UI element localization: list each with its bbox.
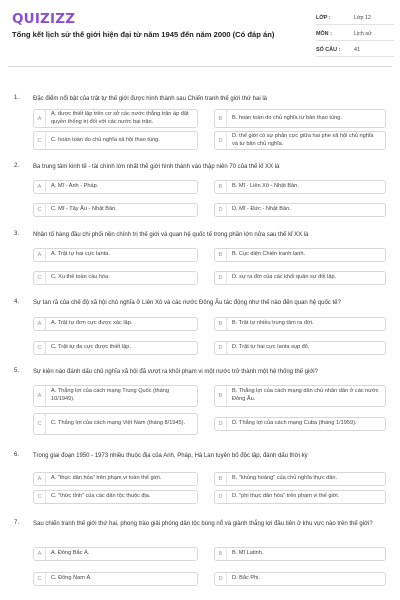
option-a[interactable] (33, 547, 198, 561)
option-b[interactable] (214, 248, 386, 262)
option-letter: C (34, 132, 46, 149)
option-c[interactable] (33, 131, 198, 150)
option-text: A. được thiết lập trên cơ sở các nước thắng trận áp đặt quyền thống trị đối với các nước bại trận. (51, 110, 189, 125)
option-text: D. Thắng lợi của cách mạng Cuba (tháng 1/1959). (232, 420, 357, 427)
option-text: A. Đông Bắc Á. (51, 550, 90, 557)
option-a[interactable] (33, 109, 198, 128)
document-meta (316, 11, 394, 59)
question-number: 3. (14, 231, 20, 237)
option-letter: C (34, 272, 46, 284)
meta-value: Lớp 12 (354, 14, 372, 21)
option-text: C. Thắng lợi của cách mạng Việt Nam (tháng 8/1945). (51, 420, 186, 427)
option-letter: B (215, 473, 227, 485)
option-a[interactable] (33, 385, 198, 407)
option-letter: D (215, 272, 227, 284)
meta-label: MÔN : (316, 30, 332, 37)
option-letter: A (34, 318, 46, 330)
option-b[interactable] (214, 317, 386, 331)
option-letter: A (34, 548, 46, 560)
option-letter: C (34, 204, 46, 216)
document-title: Tổng kết lịch sử thế giới hiện đại từ năm 1945 đến năm 2000 (Có đáp án) (12, 30, 275, 39)
option-text: D. sự ra đời của các khối quân sự đối lập. (232, 274, 337, 281)
option-text: B. Trật tự nhiều trung tâm ra đời. (232, 320, 314, 327)
option-text: C. Đông Nam Á. (51, 575, 92, 582)
option-d[interactable] (214, 490, 386, 504)
document-header (0, 0, 400, 66)
option-letter: C (34, 342, 46, 354)
option-a[interactable] (33, 472, 198, 486)
option-letter: D (215, 342, 227, 354)
question-text: Đặc điểm nổi bật của trật tự thế giới được hình thành sau Chiến tranh thế giới thứ hai là (33, 96, 267, 102)
option-c[interactable] (33, 203, 198, 217)
option-text: B. hoàn toàn do chủ nghĩa tư bản thao túng. (232, 114, 342, 121)
question-text: Trong giai đoạn 1950 - 1973 nhiều thuộc địa của Anh, Pháp, Hà Lan tuyên bố độc lập, đánh dấu thời kỳ (33, 453, 308, 459)
option-text: A. Thắng lợi của cách mạng Trung Quốc (tháng 10/1949). (51, 388, 169, 402)
option-letter: B (215, 548, 227, 560)
option-d[interactable] (214, 417, 386, 431)
option-letter: D (215, 132, 227, 149)
meta-row-grade (316, 11, 394, 25)
option-letter: C (34, 573, 46, 585)
option-text: D. thế giới có sự phân cực giữa hai phe xã hội chủ nghĩa và tư bản chủ nghĩa. (232, 132, 374, 147)
option-letter: B (215, 318, 227, 330)
option-b[interactable] (214, 385, 386, 407)
question-text: Nhân tố hàng đầu chi phối nền chính trị thế giới và quan hệ quốc tế trong phần lớn nửa sau thế kỉ XX là (33, 232, 309, 238)
option-c[interactable] (33, 490, 198, 504)
option-letter: D (215, 204, 227, 216)
option-letter: A (34, 181, 46, 193)
option-b[interactable] (214, 180, 386, 194)
option-c[interactable] (33, 341, 198, 355)
meta-value: Lịch sử (354, 30, 372, 37)
option-d[interactable] (214, 131, 386, 150)
option-a[interactable] (33, 248, 198, 262)
option-d[interactable] (214, 341, 386, 355)
option-letter: B (215, 181, 227, 193)
option-text: C. Xu thế toàn cầu hóa. (51, 274, 110, 281)
option-letter: B (215, 110, 227, 127)
option-letter: D (215, 418, 227, 430)
option-text: B. Mĩ - Liên Xô - Nhật Bản. (232, 183, 299, 190)
option-a[interactable] (33, 180, 198, 194)
option-c[interactable] (33, 413, 198, 435)
question-number: 4. (14, 299, 20, 305)
question-number: 6. (14, 452, 20, 458)
question-text: Sau chiến tranh thế giới thứ hai, phong trào giải phóng dân tộc bùng nổ và giành thắng lợi đầu tiên ở khu vực nào trên thế giới? (33, 521, 373, 527)
option-letter: C (34, 491, 46, 503)
option-letter: A (34, 473, 46, 485)
option-c[interactable] (33, 572, 198, 586)
quizizz-logo: QUIZIZZ (12, 11, 76, 27)
option-text: C. Mĩ - Tây Âu - Nhật Bản. (51, 206, 117, 213)
option-letter: D (215, 573, 227, 585)
option-letter: A (34, 249, 46, 261)
option-text: D. "phi thực dân hóa" trên phạm vi thế giới. (232, 493, 340, 500)
option-text: C. Trật tự đa cực được thiết lập. (51, 344, 131, 351)
question-number: 2. (14, 163, 20, 169)
meta-value: 41 (354, 46, 360, 53)
question-text: Sự tan rã của chế độ xã hội chủ nghĩa ở Liên Xô và các nước Đông Âu tác động như thế nào đến quan hệ quốc tế? (33, 300, 341, 306)
option-letter: D (215, 491, 227, 503)
meta-row-subject (316, 27, 394, 41)
option-d[interactable] (214, 203, 386, 217)
option-letter: C (34, 414, 46, 434)
option-b[interactable] (214, 109, 386, 128)
option-text: A. Trật tự hai cực Ianta. (51, 251, 110, 258)
meta-label: SỐ CÂU : (316, 46, 341, 53)
question-text: Ba trung tâm kinh tế - tài chính lớn nhất thế giới hình thành vào thập niên 70 của thế kỉ XX là (33, 164, 280, 170)
option-text: D. Bắc Phi. (232, 575, 260, 582)
option-text: D. Trật tự hai cực Ianta sụp đổ. (232, 344, 310, 351)
option-d[interactable] (214, 572, 386, 586)
option-c[interactable] (33, 271, 198, 285)
meta-label: LỚP : (316, 14, 331, 21)
option-text: B. Cục diện Chiến tranh lạnh. (232, 251, 306, 258)
option-text: B. "khủng hoảng" của chủ nghĩa thực dân. (232, 475, 338, 482)
option-b[interactable] (214, 472, 386, 486)
option-text: D. Mĩ - Đức - Nhật Bản. (232, 206, 291, 213)
question-number: 1. (14, 95, 20, 101)
option-text: C. "thức tỉnh" của các dân tộc thuộc địa. (51, 493, 151, 500)
meta-row-question-count (316, 43, 394, 57)
option-b[interactable] (214, 547, 386, 561)
option-text: B. Mĩ Latinh. (232, 550, 264, 557)
option-text: A. "thực dân hóa" trên phạm vi toàn thế giới. (51, 475, 162, 482)
header-divider (8, 66, 392, 67)
question-number: 7. (14, 520, 20, 526)
option-d[interactable] (214, 271, 386, 285)
question-number: 5. (14, 368, 20, 374)
option-text: A. Trật tự đơn cực được xác lập. (51, 320, 133, 327)
option-a[interactable] (33, 317, 198, 331)
option-text: B. Thắng lợi của cách mạng dân chủ nhân dân ở các nước Đông Âu. (232, 388, 379, 402)
option-letter: B (215, 249, 227, 261)
option-letter: B (215, 386, 227, 406)
option-letter: A (34, 110, 46, 127)
option-text: A. Mĩ - Anh - Pháp. (51, 183, 99, 190)
option-letter: A (34, 386, 46, 406)
option-text: C. hoàn toàn do chủ nghĩa xã hội thao túng. (51, 136, 160, 143)
question-text: Sự kiện nào đánh dấu chủ nghĩa xã hội đã vượt ra khỏi phạm vi một nước trở thành một hệ thống thế giới? (33, 369, 318, 375)
